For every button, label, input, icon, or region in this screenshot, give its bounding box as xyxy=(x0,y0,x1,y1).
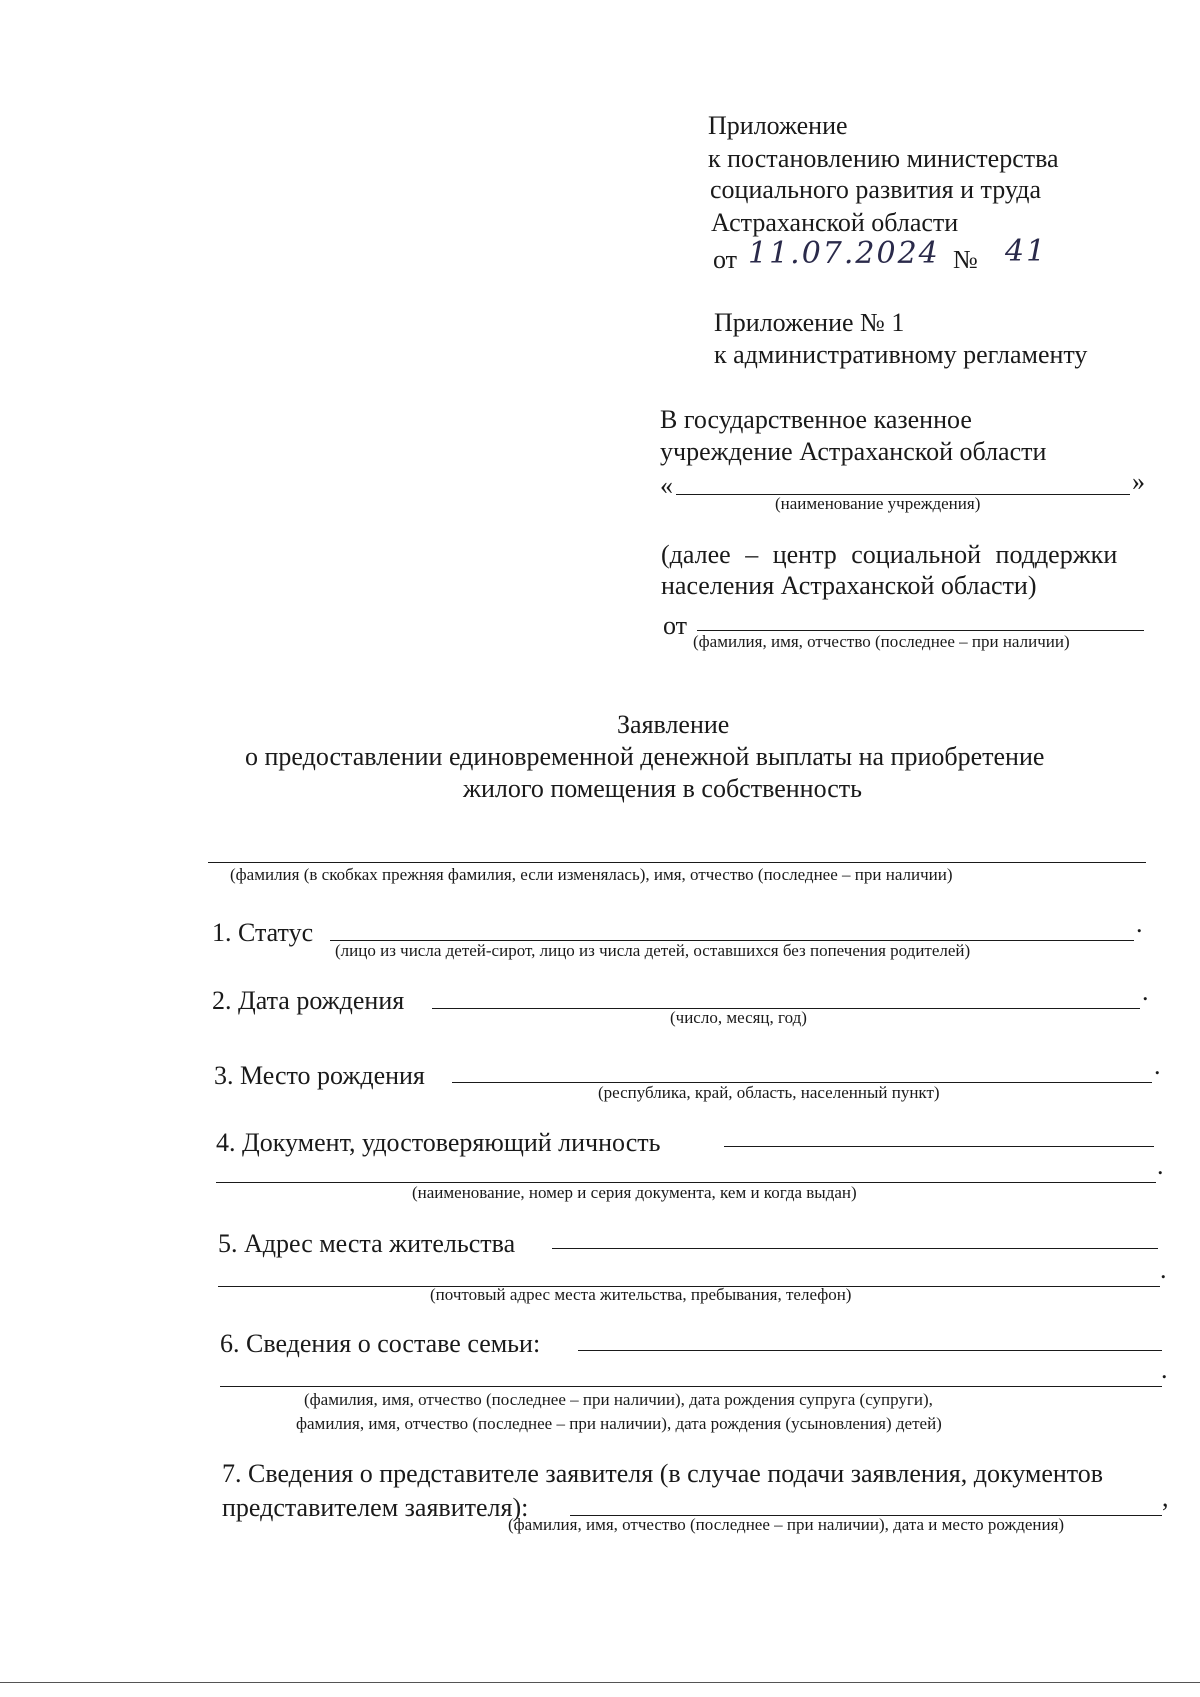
header-line-4: Астраханской области xyxy=(711,208,959,237)
quote-open: « xyxy=(660,471,673,500)
birth-place-hint: (республика, край, область, населенный пункт) xyxy=(598,1083,940,1102)
page-edge-line xyxy=(0,1682,1200,1683)
hint-institution: (наименование учреждения) xyxy=(775,494,981,513)
handwritten-number: 41 xyxy=(1005,234,1048,269)
identity-document-label: 4. Документ, удостоверяющий личность xyxy=(216,1128,661,1157)
birth-date-label: 2. Дата рождения xyxy=(212,986,405,1015)
birth-place-period: . xyxy=(1154,1051,1161,1080)
identity-document-period: . xyxy=(1157,1151,1164,1180)
residence-address-label: 5. Адрес места жительства xyxy=(218,1229,516,1258)
family-composition-period: . xyxy=(1161,1355,1168,1384)
statement-title: Заявление xyxy=(617,710,730,739)
representative-hint: (фамилия, имя, отчество (последнее – при наличии), дата и место рождения) xyxy=(508,1515,1065,1534)
identity-document-line-1[interactable] xyxy=(724,1146,1154,1147)
addressee-line-2: учреждение Астраханской области xyxy=(660,437,1047,466)
header-line-3: социального развития и труда xyxy=(710,175,1042,204)
further-line-2: населения Астраханской области) xyxy=(661,571,1037,600)
annex-subtitle: к административному регламенту xyxy=(714,340,1088,369)
representative-line-1: 7. Сведения о представителе заявителя (в случае подачи заявления, документов xyxy=(222,1459,1104,1488)
family-composition-line-1[interactable] xyxy=(578,1350,1162,1351)
residence-address-hint: (почтовый адрес места жительства, пребывания, телефон) xyxy=(430,1285,852,1304)
header-from-label: от xyxy=(713,245,738,274)
header-line-1: Приложение xyxy=(708,111,848,140)
family-composition-line-2[interactable] xyxy=(220,1386,1162,1387)
status-label: 1. Статус xyxy=(212,918,314,947)
applicant-fio-line[interactable] xyxy=(697,630,1144,631)
residence-address-period: . xyxy=(1160,1255,1167,1284)
applicant-name-line[interactable] xyxy=(208,862,1146,863)
quote-close: » xyxy=(1132,467,1145,496)
applicant-name-hint: (фамилия (в скобках прежняя фамилия, если изменялась), имя, отчество (последнее – при наличии) xyxy=(230,865,953,884)
from-label: от xyxy=(663,611,688,640)
annex-title: Приложение № 1 xyxy=(714,308,905,337)
status-period: . xyxy=(1136,909,1143,938)
representative-comma: , xyxy=(1162,1483,1169,1512)
birth-date-hint: (число, месяц, год) xyxy=(670,1008,807,1027)
statement-line-1: о предоставлении единовременной денежной выплаты на приобретение xyxy=(245,742,1045,771)
family-composition-hint-2: фамилия, имя, отчество (последнее – при наличии), дата рождения (усыновления) детей) xyxy=(296,1414,942,1433)
residence-address-line-1[interactable] xyxy=(552,1248,1158,1249)
status-hint: (лицо из числа детей-сирот, лицо из числа детей, оставшихся без попечения родителей) xyxy=(335,941,971,960)
family-composition-hint-1: (фамилия, имя, отчество (последнее – при наличии), дата рождения супруга (супруги), xyxy=(304,1390,933,1409)
hint-fio: (фамилия, имя, отчество (последнее – при наличии) xyxy=(693,632,1070,651)
addressee-line-1: В государственное казенное xyxy=(660,405,972,434)
birth-place-label: 3. Место рождения xyxy=(214,1061,425,1090)
representative-line-2: представителем заявителя): xyxy=(222,1493,529,1522)
statement-line-2: жилого помещения в собственность xyxy=(463,774,862,803)
identity-document-hint: (наименование, номер и серия документа, кем и когда выдан) xyxy=(412,1183,857,1202)
header-line-2: к постановлению министерства xyxy=(708,144,1059,173)
family-composition-label: 6. Сведения о составе семьи: xyxy=(220,1329,541,1358)
handwritten-date: 11.07.2024 xyxy=(748,236,940,271)
further-line-1: (далее – центр социальной поддержки xyxy=(661,540,1118,569)
header-number-sign: № xyxy=(953,245,978,274)
birth-date-period: . xyxy=(1142,977,1149,1006)
